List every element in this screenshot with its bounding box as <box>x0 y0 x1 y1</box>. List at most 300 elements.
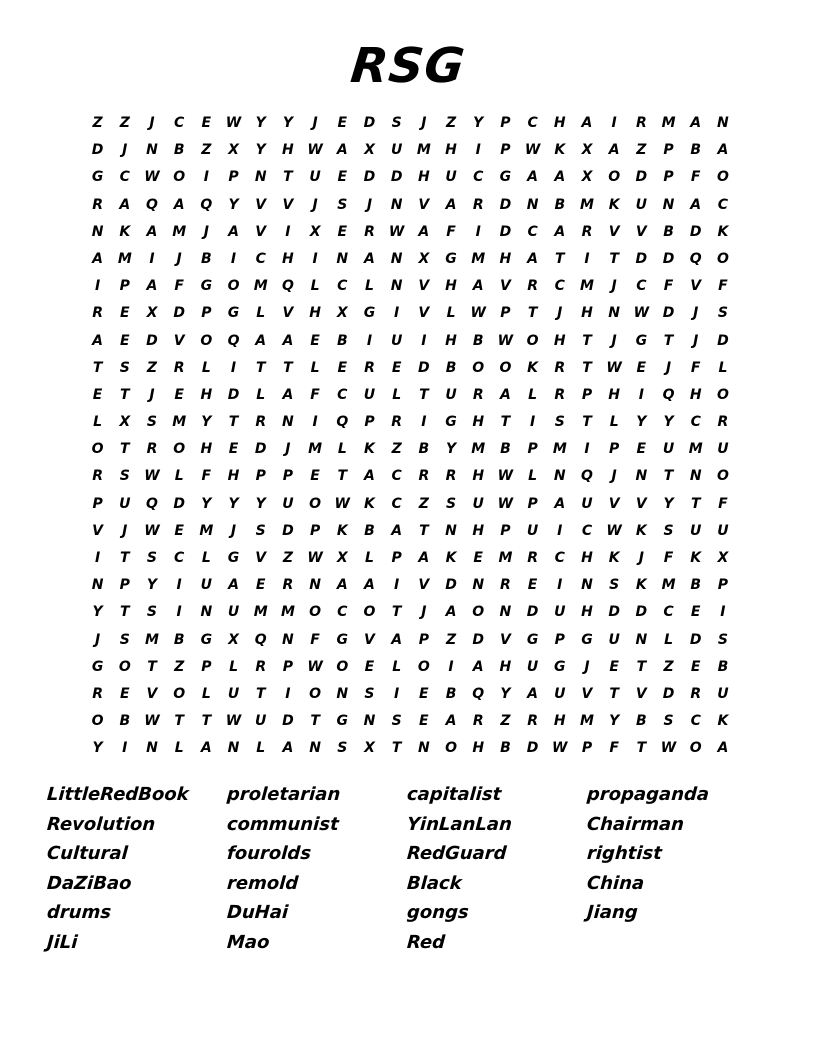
grid-letter: B <box>663 223 674 240</box>
grid-letter: T <box>310 713 320 730</box>
grid-letter: I <box>421 332 427 349</box>
grid-letter: A <box>472 658 484 675</box>
grid-letter: X <box>336 550 348 566</box>
grid-row <box>84 681 736 708</box>
grid-letter: L <box>201 550 211 566</box>
grid-letter: J <box>149 386 155 403</box>
grid-letter: V <box>418 196 430 213</box>
grid-letter: E <box>310 332 320 349</box>
grid-letter: G <box>91 169 104 186</box>
grid-letter: Y <box>636 414 647 431</box>
grid-letter: N <box>635 468 648 485</box>
grid-letter: U <box>363 386 376 403</box>
grid-letter: A <box>717 142 729 159</box>
grid-letter: I <box>557 522 563 539</box>
grid-letter: U <box>554 604 566 621</box>
grid-letter: Z <box>663 658 674 675</box>
grid-letter: E <box>690 604 701 621</box>
grid-letter: T <box>582 414 592 431</box>
grid-letter: D <box>662 305 675 322</box>
grid-letter: V <box>282 196 294 213</box>
grid-row <box>84 436 736 463</box>
grid-letter: F <box>310 386 320 403</box>
grid-letter: W <box>633 305 650 322</box>
grid-letter: V <box>581 685 593 702</box>
grid-letter: N <box>200 604 213 621</box>
word-list-item: proletarian <box>226 784 342 805</box>
grid-letter: A <box>92 332 104 349</box>
grid-letter: D <box>146 332 158 349</box>
grid-letter: R <box>500 577 511 594</box>
grid-letter: O <box>716 250 729 267</box>
grid-letter: D <box>608 604 620 621</box>
grid-row <box>84 599 736 626</box>
grid-letter: C <box>473 169 484 186</box>
grid-letter: T <box>527 305 538 322</box>
grid-letter: T <box>120 441 130 458</box>
grid-letter: V <box>608 223 620 240</box>
grid-letter: I <box>312 414 318 431</box>
grid-letter: Y <box>228 196 239 213</box>
grid-letter: C <box>174 550 185 566</box>
grid-letter: H <box>553 332 566 349</box>
grid-letter: J <box>421 115 427 131</box>
grid-letter: P <box>527 441 538 458</box>
grid-letter: U <box>662 441 675 458</box>
grid-letter: A <box>173 196 185 213</box>
grid-letter: W <box>497 495 514 512</box>
grid-letter: A <box>336 142 348 159</box>
grid-letter: I <box>285 223 291 240</box>
grid-letter: A <box>581 115 593 131</box>
grid-letter: O <box>417 658 430 675</box>
grid-letter: E <box>473 550 483 566</box>
grid-letter: J <box>122 522 128 539</box>
grid-letter: E <box>337 169 348 186</box>
grid-row <box>84 735 736 762</box>
grid-letter: I <box>475 142 481 159</box>
grid-letter: K <box>635 577 647 594</box>
grid-letter: N <box>336 250 349 267</box>
grid-letter: O <box>173 685 186 702</box>
grid-letter: H <box>581 550 593 566</box>
grid-letter: Q <box>200 196 213 213</box>
grid-letter: N <box>282 631 294 648</box>
grid-row <box>84 328 736 355</box>
grid-letter: K <box>717 223 729 240</box>
word-list-item: Black <box>406 872 463 894</box>
grid-letter: V <box>418 305 430 322</box>
grid-letter: W <box>524 142 541 159</box>
grid-letter: H <box>282 250 294 267</box>
grid-letter: R <box>554 359 566 376</box>
grid-letter: D <box>717 332 729 349</box>
grid-letter: A <box>717 740 729 757</box>
grid-letter: M <box>253 278 268 295</box>
grid-letter: U <box>717 685 729 702</box>
grid-letter: E <box>636 359 647 376</box>
grid-letter: N <box>363 713 376 730</box>
grid-letter: N <box>635 631 648 648</box>
grid-letter: L <box>528 468 538 485</box>
grid-letter: N <box>662 196 675 213</box>
grid-letter: J <box>421 604 427 621</box>
grid-letter: P <box>309 522 321 539</box>
grid-letter: X <box>364 740 375 757</box>
grid-letter: Z <box>418 495 429 512</box>
grid-letter: E <box>119 332 130 349</box>
grid-letter: I <box>557 577 563 594</box>
grid-letter: V <box>499 278 511 295</box>
word-list-item: Cultural <box>46 843 129 864</box>
grid-letter: D <box>662 250 675 267</box>
grid-letter: Y <box>500 685 511 702</box>
grid-letter: D <box>635 250 648 267</box>
grid-letter: N <box>417 740 430 757</box>
grid-letter: T <box>609 250 619 267</box>
grid-letter: D <box>635 604 648 621</box>
grid-letter: R <box>527 278 538 295</box>
grid-letter: V <box>499 631 511 648</box>
grid-letter: I <box>230 250 237 267</box>
grid-letter: E <box>337 359 348 376</box>
grid-letter: M <box>580 713 594 730</box>
grid-letter: F <box>690 169 701 186</box>
grid-letter: A <box>364 577 375 594</box>
grid-letter: P <box>717 577 729 594</box>
grid-letter: L <box>337 441 347 458</box>
grid-letter: P <box>418 631 429 648</box>
grid-letter: Y <box>663 495 674 512</box>
grid-letter: O <box>309 685 322 702</box>
grid-letter: P <box>282 468 294 485</box>
grid-letter: G <box>227 550 240 566</box>
grid-letter: D <box>173 305 185 322</box>
grid-letter: O <box>118 658 131 675</box>
grid-letter: N <box>336 685 349 702</box>
grid-letter: P <box>581 386 593 403</box>
grid-letter: A <box>527 169 539 186</box>
grid-letter: U <box>554 685 566 702</box>
grid-letter: S <box>609 577 620 594</box>
grid-letter: N <box>472 577 485 594</box>
grid-letter: F <box>310 631 320 648</box>
grid-letter: G <box>581 631 593 648</box>
grid-letter: S <box>337 196 348 213</box>
grid-letter: A <box>445 196 457 213</box>
grid-letter: W <box>307 550 323 566</box>
grid-letter: X <box>364 142 375 159</box>
grid-letter: U <box>608 631 620 648</box>
grid-letter: J <box>611 278 617 295</box>
grid-letter: V <box>282 305 294 322</box>
grid-letter: Y <box>255 495 266 512</box>
grid-letter: J <box>122 142 128 159</box>
grid-letter: J <box>149 115 155 131</box>
grid-letter: N <box>390 196 403 213</box>
grid-letter: O <box>472 359 485 376</box>
grid-letter: M <box>580 278 594 295</box>
grid-letter: F <box>174 278 184 295</box>
grid-letter: L <box>392 658 402 675</box>
grid-letter: P <box>119 577 130 594</box>
grid-letter: M <box>498 550 513 566</box>
word-list-item: DaZiBao <box>46 872 133 894</box>
grid-letter: C <box>337 386 348 403</box>
grid-letter: D <box>499 196 512 213</box>
grid-letter: L <box>229 658 238 675</box>
grid-letter: A <box>200 740 212 757</box>
grid-letter: I <box>203 169 209 186</box>
grid-letter: T <box>283 359 293 376</box>
grid-letter: E <box>636 441 647 458</box>
grid-row <box>84 300 736 327</box>
grid-letter: N <box>445 522 457 539</box>
grid-letter: P <box>527 495 538 512</box>
grid-letter: K <box>717 713 729 730</box>
grid-letter: K <box>364 441 375 458</box>
grid-letter: O <box>91 713 104 730</box>
grid-letter: B <box>500 441 511 458</box>
word-list-item: remold <box>226 872 300 894</box>
grid-letter: W <box>388 223 405 240</box>
grid-letter: P <box>255 468 266 485</box>
grid-letter: G <box>200 278 213 295</box>
grid-letter: A <box>228 577 239 594</box>
grid-letter: C <box>527 223 538 240</box>
grid-letter: I <box>529 414 536 431</box>
grid-letter: W <box>497 332 514 349</box>
grid-letter: P <box>201 305 212 322</box>
grid-letter: W <box>144 169 160 186</box>
grid-letter: M <box>552 441 567 458</box>
grid-letter: Z <box>119 115 130 131</box>
grid-letter: U <box>526 658 539 675</box>
grid-letter: H <box>200 386 213 403</box>
grid-letter: H <box>227 468 240 485</box>
grid-letter: T <box>120 550 130 566</box>
grid-letter: L <box>256 386 266 403</box>
grid-letter: N <box>553 468 566 485</box>
grid-letter: Y <box>201 414 212 431</box>
grid-letter: T <box>283 169 293 186</box>
grid-letter: O <box>200 332 213 349</box>
grid-letter: E <box>92 386 103 403</box>
grid-letter: R <box>255 658 267 675</box>
grid-letter: B <box>472 332 484 349</box>
grid-letter: K <box>635 522 647 539</box>
grid-letter: M <box>253 604 268 621</box>
grid-letter: U <box>472 495 484 512</box>
grid-letter: O <box>173 169 186 186</box>
grid-letter: T <box>663 332 674 349</box>
grid-letter: A <box>282 332 294 349</box>
grid-letter: I <box>94 278 101 295</box>
grid-letter: W <box>334 495 350 512</box>
grid-letter: U <box>119 495 131 512</box>
grid-letter: N <box>717 115 729 131</box>
grid-letter: B <box>554 196 566 213</box>
grid-letter: H <box>417 169 430 186</box>
grid-letter: H <box>581 604 593 621</box>
grid-letter: N <box>309 740 321 757</box>
grid-letter: R <box>635 115 647 131</box>
grid-letter: T <box>201 713 212 730</box>
grid-letter: L <box>609 414 619 431</box>
grid-letter: K <box>608 196 620 213</box>
grid-letter: V <box>635 223 647 240</box>
grid-letter: T <box>120 604 130 621</box>
grid-letter: Y <box>146 577 158 594</box>
grid-letter: I <box>720 604 726 621</box>
grid-letter: Y <box>255 142 266 159</box>
grid-letter: M <box>117 250 132 267</box>
grid-letter: H <box>309 305 321 322</box>
grid-letter: O <box>499 359 512 376</box>
grid-letter: I <box>122 740 128 757</box>
grid-letter: V <box>635 685 647 702</box>
grid-letter: D <box>418 359 430 376</box>
grid-letter: A <box>418 223 430 240</box>
grid-row <box>84 219 736 246</box>
grid-letter: H <box>499 250 512 267</box>
grid-letter: B <box>690 142 702 159</box>
grid-letter: W <box>552 740 568 757</box>
grid-letter: Y <box>663 414 674 431</box>
grid-letter: O <box>716 169 729 186</box>
grid-letter: U <box>717 441 729 458</box>
grid-letter: J <box>176 250 182 267</box>
grid-letter: N <box>390 250 403 267</box>
grid-letter: D <box>363 115 376 131</box>
grid-letter: V <box>418 278 430 295</box>
grid-letter: F <box>609 740 619 757</box>
grid-letter: J <box>584 658 590 675</box>
grid-letter: W <box>225 115 242 131</box>
grid-letter: Y <box>201 495 212 512</box>
grid-letter: R <box>364 359 375 376</box>
grid-letter: Z <box>500 713 511 730</box>
grid-letter: V <box>635 495 647 512</box>
grid-letter: T <box>609 685 619 702</box>
grid-letter: K <box>527 359 539 376</box>
grid-letter: D <box>635 169 648 186</box>
grid-letter: Q <box>581 468 593 485</box>
grid-letter: O <box>173 441 186 458</box>
grid-letter: U <box>445 386 457 403</box>
grid-letter: R <box>92 685 103 702</box>
grid-letter: J <box>312 115 318 131</box>
grid-letter: R <box>527 713 538 730</box>
grid-row <box>84 518 736 545</box>
grid-letter: Y <box>92 604 103 621</box>
grid-letter: H <box>472 740 485 757</box>
grid-letter: Y <box>445 441 457 458</box>
grid-letter: I <box>394 305 400 322</box>
grid-letter: V <box>173 332 185 349</box>
grid-letter: O <box>91 441 104 458</box>
grid-letter: P <box>500 522 511 539</box>
grid-letter: G <box>445 414 457 431</box>
grid-letter: S <box>337 740 348 757</box>
grid-letter: R <box>581 223 593 240</box>
grid-letter: B <box>717 658 729 675</box>
grid-letter: H <box>581 305 593 322</box>
grid-letter: Z <box>174 658 185 675</box>
grid-letter: D <box>227 386 240 403</box>
grid-letter: O <box>472 604 485 621</box>
grid-letter: O <box>309 604 322 621</box>
grid-letter: T <box>120 386 130 403</box>
grid-row <box>84 382 736 409</box>
grid-letter: P <box>554 631 565 648</box>
grid-letter: E <box>119 305 130 322</box>
grid-letter: Y <box>609 713 620 730</box>
grid-letter: D <box>173 495 185 512</box>
grid-letter: T <box>555 250 565 267</box>
grid-letter: E <box>527 577 538 594</box>
grid-letter: V <box>690 278 702 295</box>
grid-letter: A <box>445 713 457 730</box>
grid-row <box>84 627 736 654</box>
grid-letter: C <box>690 713 701 730</box>
word-list-item: YinLanLan <box>406 813 513 835</box>
grid-letter: X <box>336 305 348 322</box>
grid-letter: G <box>635 332 648 349</box>
grid-letter: S <box>146 414 158 431</box>
grid-letter: W <box>307 658 323 675</box>
grid-letter: O <box>716 386 729 403</box>
grid-row <box>84 409 736 436</box>
grid-letter: J <box>693 332 699 349</box>
grid-letter: R <box>364 223 375 240</box>
grid-row <box>84 572 736 599</box>
grid-letter: I <box>366 332 373 349</box>
grid-letter: I <box>611 115 617 131</box>
grid-letter: A <box>690 196 702 213</box>
grid-row <box>84 192 736 219</box>
grid-letter: S <box>445 495 457 512</box>
grid-letter: B <box>418 441 430 458</box>
grid-letter: G <box>445 250 457 267</box>
grid-letter: M <box>471 250 486 267</box>
grid-letter: P <box>228 169 239 186</box>
grid-row <box>84 137 736 164</box>
grid-row <box>84 164 736 191</box>
grid-letter: O <box>716 468 729 485</box>
grid-letter: P <box>92 495 103 512</box>
grid-letter: G <box>227 305 240 322</box>
grid-letter: M <box>471 441 486 458</box>
grid-letter: V <box>418 577 430 594</box>
grid-letter: E <box>609 658 619 675</box>
grid-letter: I <box>394 685 400 702</box>
grid-letter: W <box>606 359 622 376</box>
grid-letter: O <box>309 495 322 512</box>
grid-letter: B <box>173 631 185 648</box>
grid-letter: W <box>225 713 242 730</box>
grid-letter: I <box>638 386 644 403</box>
grid-letter: A <box>418 550 430 566</box>
grid-letter: C <box>717 196 729 213</box>
grid-letter: F <box>718 495 728 512</box>
grid-letter: U <box>255 713 267 730</box>
grid-letter: S <box>119 468 130 485</box>
grid-letter: L <box>446 305 456 322</box>
grid-letter: I <box>421 414 427 431</box>
grid-letter: A <box>336 577 348 594</box>
grid-letter: S <box>554 414 565 431</box>
